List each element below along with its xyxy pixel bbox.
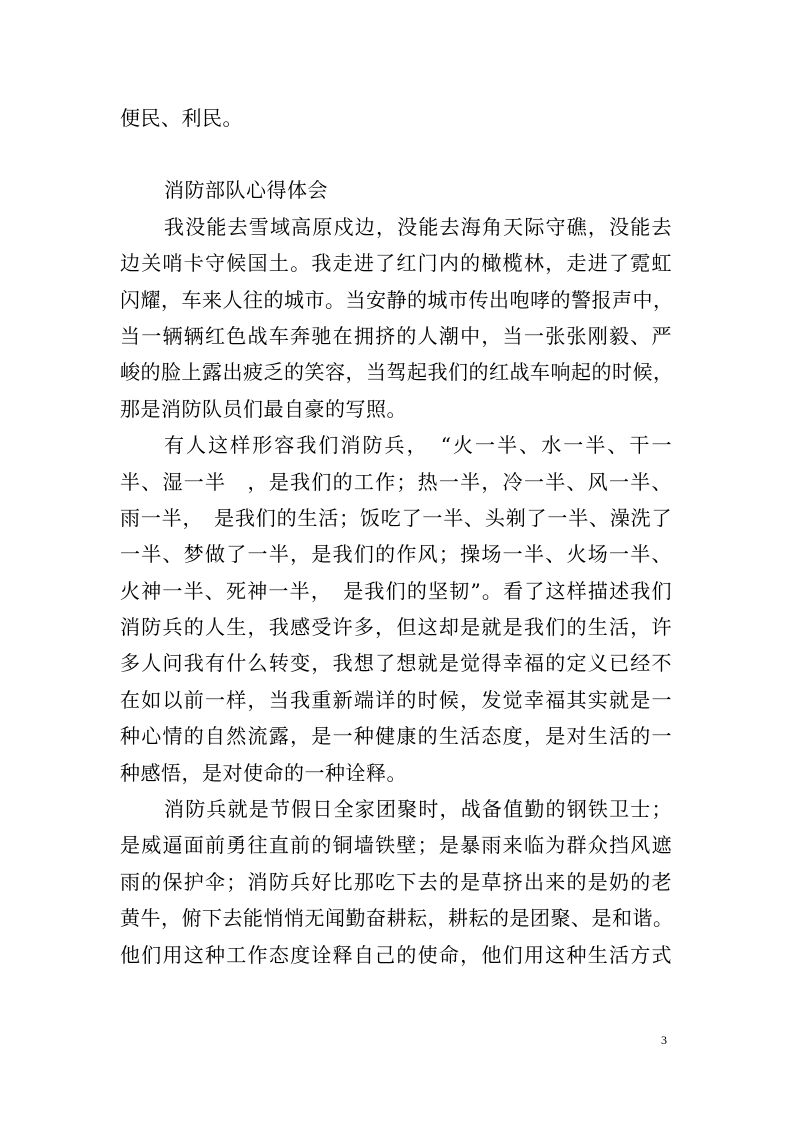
paragraph-line: 是威逼面前勇往直前的铜墙铁壁；是暴雨来临为群众挡风遮 [120,833,672,858]
lead-line: 便民、利民。 [120,106,243,130]
paragraph-line: 边关哨卡守候国土。我走进了红门内的橄榄林，走进了霓虹 [120,251,672,276]
paragraph-line: 有人这样形容我们消防兵， “火一半、水一半、干一 [164,433,672,458]
paragraph-line: 当一辆辆红色战车奔驰在拥挤的人潮中，当一张张刚毅、严 [120,323,672,348]
paragraph-line: 我没能去雪域高原戍边，没能去海角天际守礁，没能去 [164,214,672,239]
page-number: 3 [661,1033,667,1047]
paragraph-line: 黄牛，俯下去能悄悄无闻勤奋耕耘，耕耘的是团聚、是和谐。 [120,906,674,931]
paragraph-line: 一半、梦做了一半，是我们的作风；操场一半、火场一半、 [120,542,672,567]
paragraph-line: 他们用这种工作态度诠释自己的使命，他们用这种生活方式 [120,942,672,967]
paragraph-line: 在如以前一样，当我重新端详的时候，发觉幸福其实就是一 [120,687,672,712]
paragraph-line: 半、湿一半 ，是我们的工作；热一半，冷一半、风一半、 [120,469,672,494]
paragraph-line: 峻的脸上露出疲乏的笑容，当驾起我们的红战车响起的时候， [120,360,674,385]
paragraph-line: 消防兵的人生，我感受许多，但这却是就是我们的生活，许 [120,615,672,640]
paragraph-gap [120,136,672,172]
article-title: 消防部队心得体会 [164,178,328,203]
paragraph-line: 雨一半， 是我们的生活；饭吃了一半、头剃了一半、澡洗了 [120,505,672,530]
paragraph-line: 那是消防队员们最自豪的写照。 [120,396,407,421]
body-text [120,100,672,973]
paragraph-2 [120,427,672,791]
paragraph-1 [120,209,672,427]
paragraph-line: 多人问我有什么转变，我想了想就是觉得幸福的定义已经不 [120,651,672,676]
paragraph-line: 雨的保护伞；消防兵好比那吃下去的是草挤出来的是奶的老 [120,869,672,894]
paragraph-line: 种感悟，是对使命的一种诠释。 [120,760,407,785]
paragraph-line: 闪耀，车来人往的城市。当安静的城市传出咆哮的警报声中， [120,287,674,312]
paragraph-3 [120,791,672,973]
paragraph-line: 火神一半、死神一半， 是我们的坚韧”。看了这样描述我们 [120,578,672,603]
paragraph-line: 消防兵就是节假日全家团聚时，战备值勤的钢铁卫士； [164,797,672,822]
paragraph-line: 种心情的自然流露，是一种健康的生活态度，是对生活的一 [120,724,672,749]
